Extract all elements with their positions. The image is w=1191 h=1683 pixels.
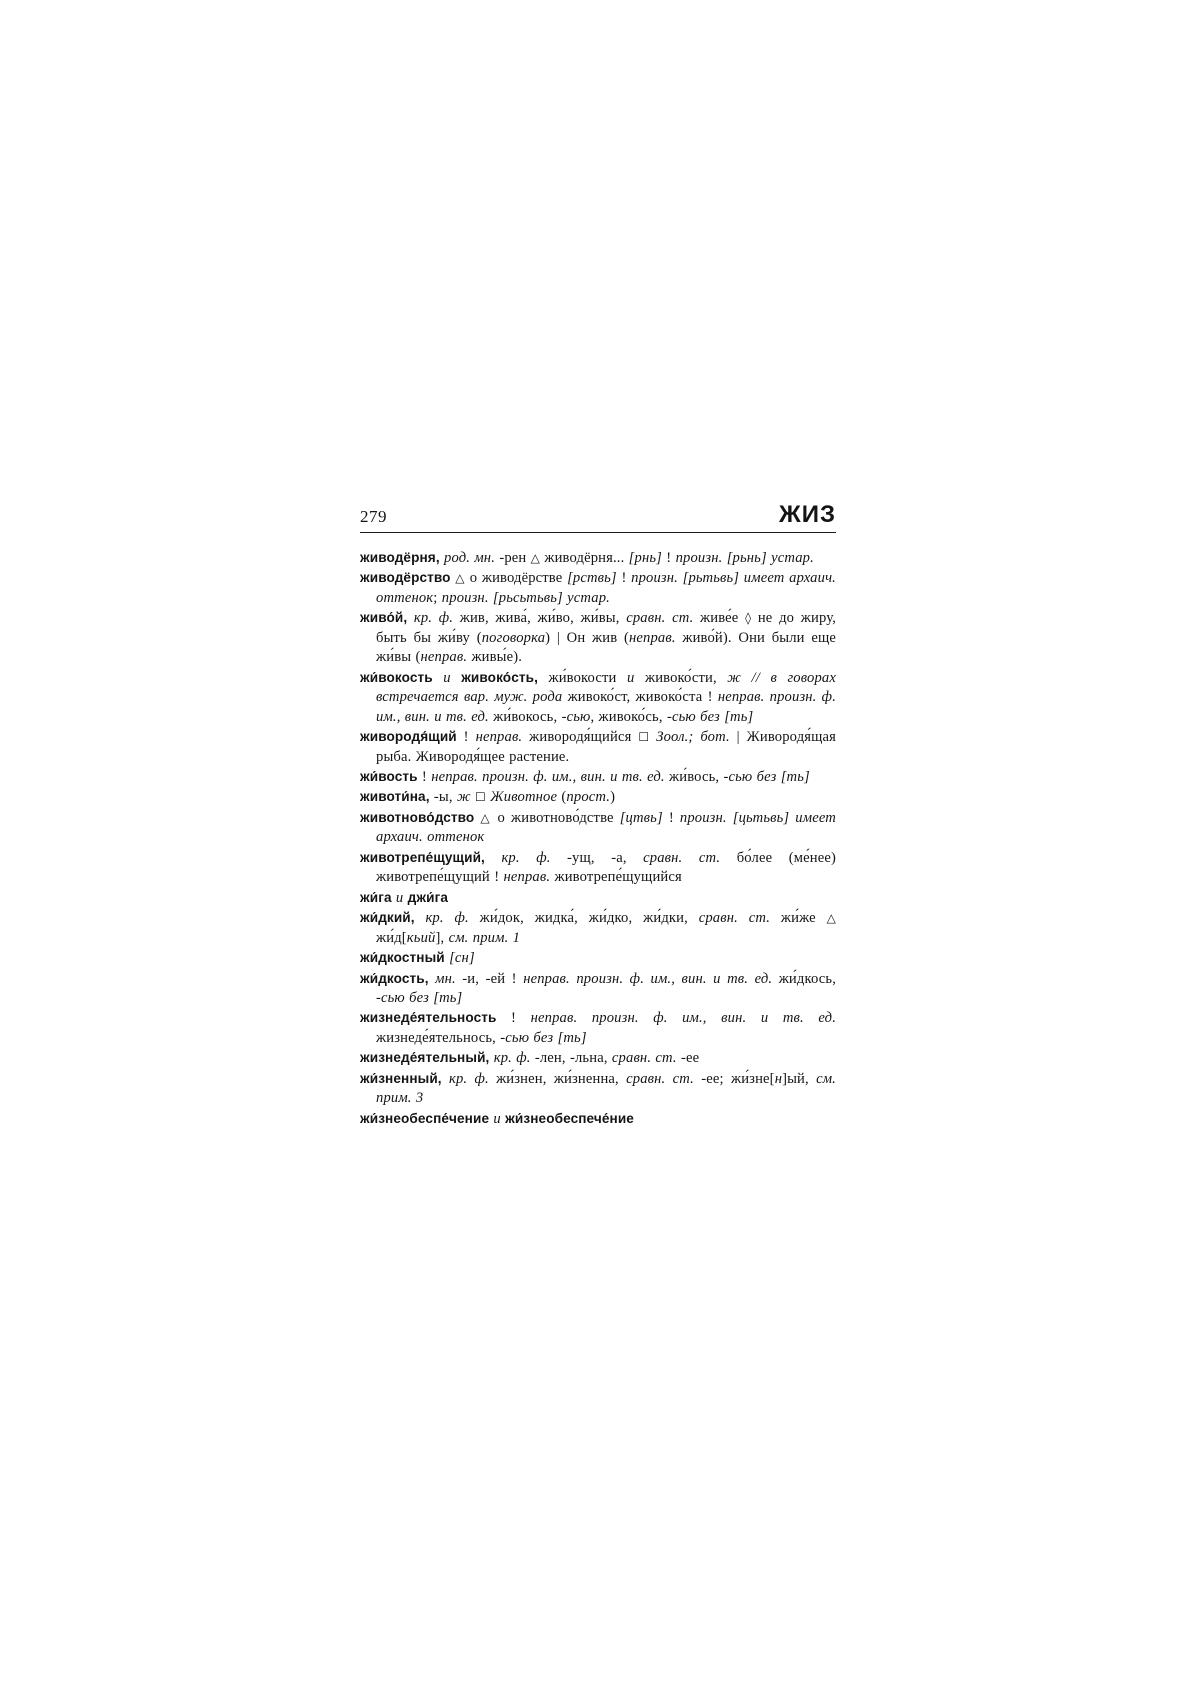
grammar-note: н [746,550,755,566]
entry-text: -ее [681,1050,700,1067]
headword: жи́зненный, [360,1070,442,1086]
grammar-note: [цтв [619,809,651,826]
entry-text: ! [662,809,680,826]
entry-text: жи́же [780,910,827,927]
entry-text: живо́й). Они были еще жи́вы ( [376,629,836,666]
entry-text: живоко́ст, живоко́ста ! [567,689,718,706]
entry-text: ! [417,768,432,785]
grammar-note: в [770,809,777,826]
grammar-note: т [526,589,537,606]
grammar-note: кр. ф. [441,1070,497,1087]
grammar-note: произн. [ц [679,809,747,826]
grammar-note: неправ. произн. ф. им., вин. и тв. ед. [376,689,836,725]
entry-text: живы́е). [471,649,523,666]
entry-symbol: △ [826,911,836,926]
entry-text: -ущ, -а, [567,849,644,866]
headword: жи́знеобеспече́ние [505,1110,634,1126]
grammar-note: -сью без [т [376,989,450,1006]
grammar-note: кр. ф. [407,610,460,627]
entry-text: ]ый, [782,1070,817,1087]
entry-list [360,548,836,1129]
page-number: 279 [360,507,387,526]
dictionary-entry [360,727,836,767]
grammar-note: к [406,929,414,946]
headword: жи́вокость [360,669,433,685]
grammar-note: ь] [740,708,754,725]
grammar-note: см. прим. 1 [448,929,521,946]
entry-text: живородя́щийся [529,729,639,746]
entry-text: ! [661,550,676,566]
dictionary-entry [360,888,836,908]
entry-text: жи́вось, [669,768,724,785]
entry-text: жи́знен, жи́зненна, [496,1070,627,1087]
grammar-note: род. мн. [439,550,500,566]
grammar-note: произн. [р [631,570,696,587]
grammar-note: неправ. произн. ф. им., вин. и тв. ед. [431,768,669,785]
dictionary-entry [360,1109,836,1129]
entry-text: ; [433,589,442,606]
grammar-note: н [774,1070,783,1087]
entry-symbol: ◊ [745,611,752,626]
grammar-note: ж [456,789,476,806]
headword: жи́дкость, [360,970,429,986]
grammar-note: произн. [р [441,589,507,606]
dictionary-entry [360,808,836,848]
grammar-note: сравн. ст. [611,1050,682,1067]
grammar-note: Животное [485,789,562,806]
running-head [360,495,836,529]
grammar-note: сравн. ст. [626,610,701,627]
header-rule [360,532,836,533]
grammar-note: ь] [604,570,617,587]
grammar-note: кр. ф. [484,849,568,866]
entry-text: о живодёрстве [465,570,568,587]
entry-text: -рен [499,550,531,566]
dictionary-entry [360,848,836,888]
entry-text: жи́вокости [537,669,627,686]
grammar-note: т [702,570,714,587]
headword: джи́га [407,889,449,905]
dictionary-entry [360,548,836,568]
entry-text: -лен, -льна, [534,1050,612,1067]
headword: жи́га [360,889,392,905]
grammar-note: т [752,809,764,826]
grammar-note: -сью [561,708,591,725]
grammar-note: ь] [649,550,662,566]
grammar-note: устар. [766,550,814,566]
grammar-note: неправ. [475,729,530,746]
entry-text: | Живородя́щая рыба. Живородя́щее растение. [376,729,837,765]
entry-text: жи́д[ [376,929,407,946]
headword: животново́дство [360,809,475,825]
dictionary-entry [360,1069,836,1109]
grammar-note: неправ. [420,649,472,666]
entry-text: -ее; жи́зне[ [701,1070,775,1087]
grammar-note: см. прим. 3 [376,1070,836,1107]
dictionary-entry [360,608,836,667]
grammar-note: ь] [574,1029,587,1046]
dictionary-entry [360,568,836,608]
grammar-note: ь] устар. [550,589,610,606]
grammar-note: -сью без [т [666,708,741,725]
grammar-note: ь [413,929,421,946]
entry-text: о животново́дстве [491,809,620,826]
entry-text: живоко́сти, [644,669,728,686]
headword: живодёрство [360,570,451,586]
entry-text: ) | Он жив ( [545,629,629,646]
grammar-note: ь [519,589,527,606]
entry-text: жизнеде́ятельнось, [376,1029,501,1046]
grammar-note: неправ. произн. ф. им., вин. и тв. ед. [523,970,779,987]
grammar-note: -сью без [т [723,768,798,785]
grammar-note: неправ. [503,869,555,886]
grammar-note: [рств [567,570,605,587]
dictionary-entry [360,948,836,968]
grammar-note: и [489,1110,506,1127]
entry-text: ( [561,789,567,806]
grammar-note: ь] [797,768,810,785]
dictionary-entry [360,787,836,807]
grammar-note: сравн. ст. [643,849,737,866]
grammar-note: Зоол.; бот. [649,729,730,746]
grammar-note: кр. ф. [489,1050,535,1067]
entry-text: жив, жива́, жи́во, жи́вы, [459,610,627,627]
headword: жи́дкостный [360,950,445,966]
headword: животи́на, [360,789,430,805]
grammar-note: произн. [р [675,550,740,566]
grammar-note: ь [506,589,513,606]
headword: жи́знеобеспе́чение [360,1110,490,1126]
grammar-note: ь] имеет архаич. оттенок [376,809,836,846]
entry-text: -ы, [429,789,457,806]
grammar-note: неправ. произн. ф. им., вин. и тв. ед. [530,1010,836,1027]
grammar-note: ь [763,809,771,826]
entry-text: жи́дкось, [778,970,836,987]
grammar-note: ж // в говорах встречается вар. муж. рода [376,669,837,706]
dictionary-entry [360,767,836,787]
entry-text: жи́док, жидка́, жи́дко, жи́дки, [479,910,699,927]
grammar-note: ь] [754,550,767,566]
headword: жи́дкий, [360,910,415,926]
grammar-note: мн. [428,970,463,987]
entry-symbol: ☐ [638,730,650,745]
entry-symbol: △ [455,571,466,586]
guide-word: ЖИЗ [779,501,836,528]
grammar-note: в [720,570,727,587]
entry-symbol: △ [530,551,541,565]
headword: жизнеде́ятельный, [360,1050,490,1066]
entry-text: жи́вокось, [493,708,562,725]
grammar-note: -сью без [т [500,1029,575,1046]
entry-text: ) [610,789,616,806]
headword: животрепе́щущий, [360,849,485,865]
entry-text: ! [496,1010,531,1027]
dictionary-entry [360,668,836,727]
headword: живоко́сть, [461,669,538,685]
grammar-note: прост. [566,789,611,806]
headword: живо́й, [360,610,408,626]
grammar-note: кр. ф. [414,910,480,927]
entry-symbol: ☐ [475,790,486,805]
entry-text: ! [616,570,632,587]
grammar-note: и [627,669,645,686]
grammar-note: [рн [628,550,650,566]
grammar-note: ь [739,550,747,566]
entry-text: -и, -ей ! [462,970,524,987]
grammar-note: ь [713,570,721,587]
grammar-note: ь [695,570,703,587]
grammar-note: и [432,669,462,686]
entry-text: живодёрня... [540,550,629,566]
headword: живодёрня, [360,550,440,565]
grammar-note: [сн] [449,950,475,967]
grammar-note: неправ. [628,629,683,646]
headword: жизнеде́ятельность [360,1010,497,1026]
dictionary-entry [360,1048,836,1068]
grammar-note: ь] [449,989,463,1006]
entry-text: ! [456,729,476,746]
dictionary-entry [360,1008,836,1048]
entry-symbol: △ [480,810,492,825]
entry-text: живе́е [700,610,746,627]
grammar-note: ь] [650,809,663,826]
grammar-note: ь [536,589,544,606]
grammar-note: сравн. ст. [698,910,781,927]
grammar-note: ь [746,809,753,826]
dictionary-entry [360,908,836,948]
headword: жи́вость [360,768,418,784]
entry-text: , живоко́сь, [590,708,667,725]
grammar-note: сравн. ст. [626,1070,702,1087]
entry-text: не до жиру, быть бы жи́ву ( [376,610,836,646]
grammar-note: поговорка [481,629,546,646]
entry-text: ], [435,929,449,946]
grammar-note: с [513,589,520,606]
grammar-note: ь] имеет архаич. оттенок [376,570,836,606]
grammar-note: в [543,589,551,606]
entry-text: животрепе́щущийся [554,869,682,886]
headword: живородя́щий [360,729,457,745]
dictionary-entry [360,969,836,1009]
grammar-note: ий [420,929,436,946]
entry-text: бо́лее (ме́нее) животрепе́щущий ! [376,849,836,886]
grammar-note: и [391,889,408,906]
